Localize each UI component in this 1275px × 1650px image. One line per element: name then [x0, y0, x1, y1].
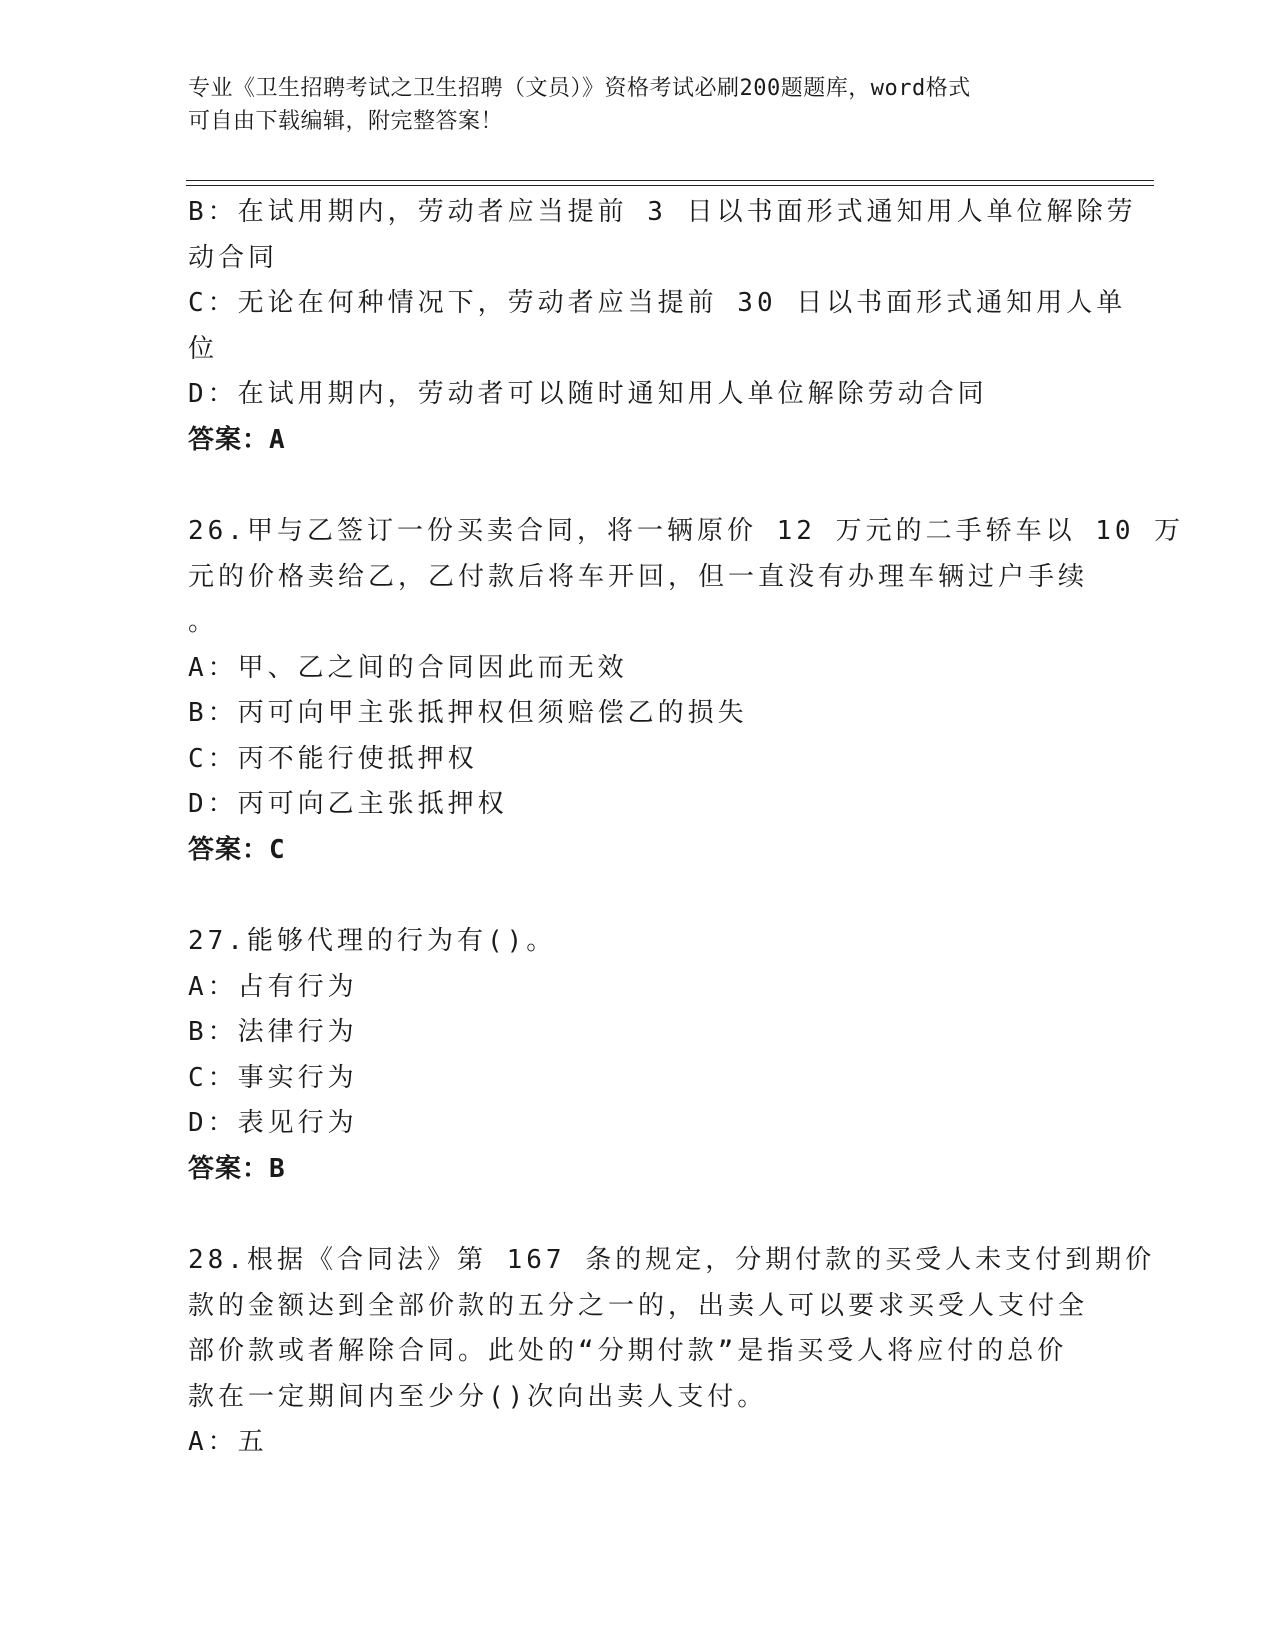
question-28-block [188, 1238, 1156, 1466]
question-27-block [188, 919, 1088, 1192]
question-text-continued: 部价款或者解除合同。此处的“分期付款”是指买受人将应付的总价 [188, 1336, 1068, 1366]
spacer [188, 873, 1088, 919]
question-text: 27.能够代理的行为有()。 [188, 926, 557, 956]
option-d: D：表见行为 [188, 1108, 358, 1138]
option-b: B：丙可向甲主张抵押权但须赔偿乙的损失 [188, 698, 748, 728]
question-text-continued: 。 [188, 607, 219, 637]
header-divider-top [186, 180, 1154, 181]
option-b: B：在试用期内，劳动者应当提前 3 日以书面形式通知用人单位解除劳 [188, 197, 1137, 227]
spacer [188, 1192, 1088, 1238]
question-26-block [188, 509, 1185, 873]
question-25-block [188, 190, 1137, 463]
option-c: C：丙不能行使抵押权 [188, 743, 478, 774]
question-text-continued: 款的金额达到全部价款的五分之一的，出卖人可以要求买受人支付全 [188, 1290, 1089, 1321]
option-d: D：在试用期内，劳动者可以随时通知用人单位解除劳动合同 [188, 379, 988, 409]
answer: 答案：A [188, 424, 286, 455]
header-line-2: 可自由下载编辑，附完整答案！ [188, 109, 504, 134]
question-text: 26.甲与乙签订一份买卖合同，将一辆原价 12 万元的二手轿车以 10 万 [188, 516, 1185, 546]
spacer [188, 463, 1088, 509]
option-c: C：无论在何种情况下，劳动者应当提前 30 日以书面形式通知用人单 [188, 288, 1127, 318]
answer: 答案：B [188, 1153, 286, 1184]
document-header [188, 72, 1088, 138]
option-d: D：丙可向乙主张抵押权 [188, 789, 508, 819]
option-a: A：甲、乙之间的合同因此而无效 [188, 652, 628, 683]
question-text-continued: 元的价格卖给乙，乙付款后将车开回，但一直没有办理车辆过户手续 [188, 561, 1089, 592]
option-b-continued: 动合同 [188, 242, 279, 273]
document-body [188, 190, 1185, 1466]
option-c-continued: 位 [188, 333, 219, 364]
option-c: C：事实行为 [188, 1062, 358, 1093]
option-a: A：占有行为 [188, 971, 358, 1002]
option-a: A：五 [188, 1427, 268, 1457]
question-text: 28.根据《合同法》第 167 条的规定，分期付款的买受人未支付到期价 [188, 1245, 1156, 1275]
question-text-continued: 款在一定期间内至少分()次向出卖人支付。 [188, 1381, 768, 1412]
answer: 答案：C [188, 834, 286, 865]
option-b: B：法律行为 [188, 1017, 358, 1047]
header-line-1: 专业《卫生招聘考试之卫生招聘（文员）》资格考试必刷200题题库，word格式 [188, 76, 971, 101]
header-divider-bottom [186, 185, 1154, 186]
